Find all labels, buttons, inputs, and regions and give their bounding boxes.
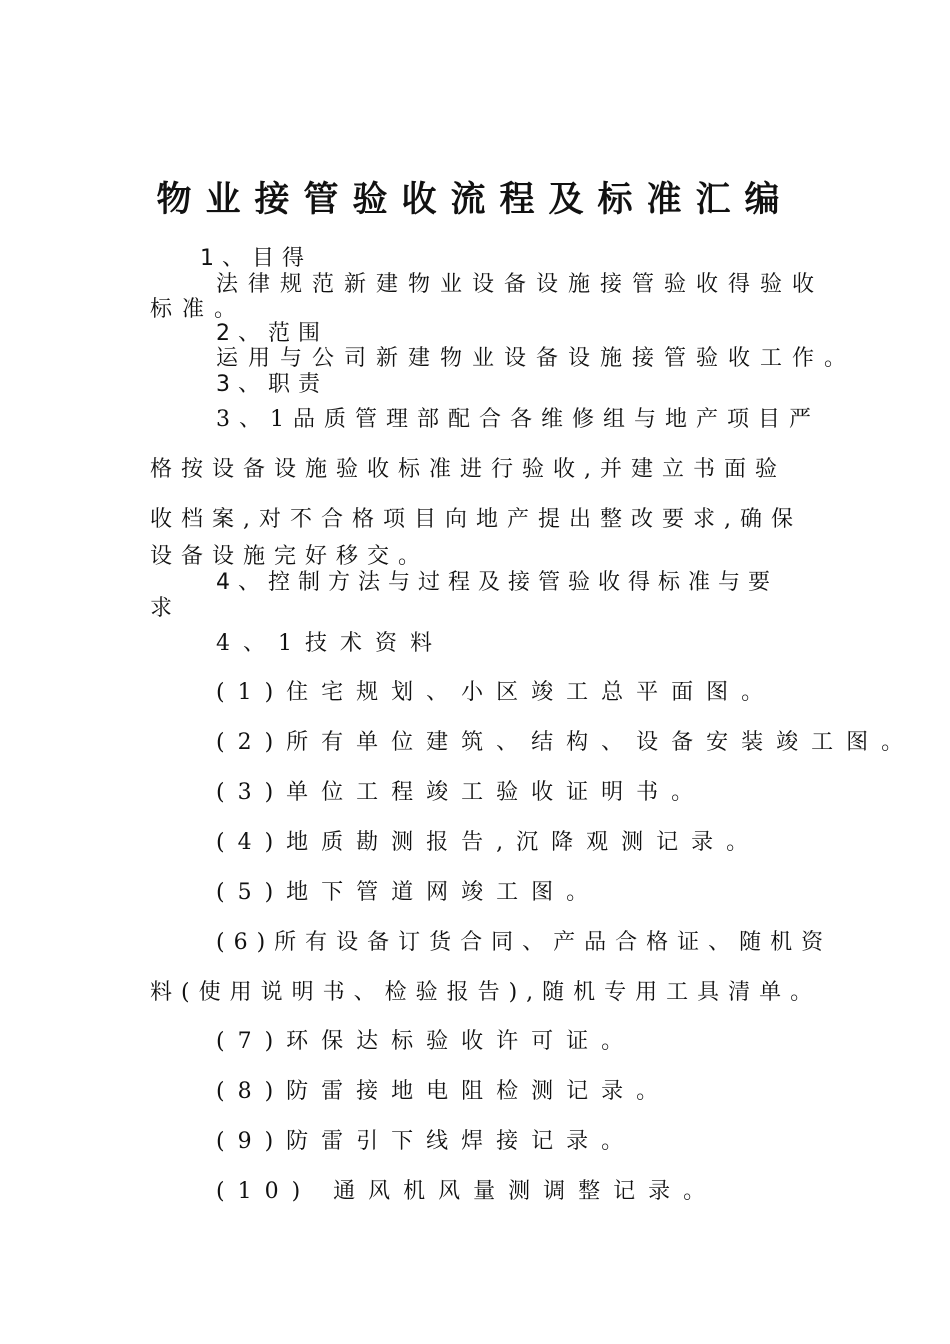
- list-item: (7)环保达标验收许可证。: [216, 1029, 637, 1054]
- section-heading-control: 4、控制方法与过程及接管验收得标准与要: [216, 570, 778, 595]
- subsection-heading: 4、1技术资料: [216, 631, 445, 656]
- list-item: (9)防雷引下线焊接记录。: [216, 1129, 637, 1154]
- section-heading-duties: 3、职责: [216, 372, 328, 397]
- section-heading-scope: 2、范围: [216, 321, 328, 346]
- paragraph-line: 运用与公司新建物业设备设施接管验收工作。: [216, 346, 857, 371]
- paragraph-line: 法律规范新建物业设备设施接管验收得验收: [216, 272, 825, 297]
- paragraph-line: 求: [150, 596, 181, 621]
- list-item-continuation: 料(使用说明书、检验报告),随机专用工具清单。: [150, 980, 822, 1005]
- section-heading-purpose: 1、目得: [200, 246, 312, 271]
- list-item: (1)住宅规划、小区竣工总平面图。: [216, 680, 777, 705]
- list-item: (10) 通风机风量测调整记录。: [216, 1179, 719, 1204]
- paragraph-line: 格按设备设施验收标准进行验收,并建立书面验: [150, 457, 786, 482]
- list-item: (4)地质勘测报告,沉降观测记录。: [216, 830, 762, 855]
- paragraph-line: 标准。: [150, 297, 247, 322]
- list-item: (3)单位工程竣工验收证明书。: [216, 780, 707, 805]
- list-item: (8)防雷接地电阻检测记录。: [216, 1079, 672, 1104]
- paragraph-line: 收档案,对不合格项目向地产提出整改要求,确保: [150, 507, 802, 532]
- paragraph-line: 设备设施完好移交。: [150, 544, 430, 569]
- list-item: (6)所有设备订货合同、产品合格证、随机资: [216, 930, 833, 955]
- paragraph-line: 3、1品质管理部配合各维修组与地产项目严: [216, 407, 820, 432]
- list-item: (2)所有单位建筑、结构、设备安装竣工图。: [216, 730, 917, 755]
- document-title: 物业接管验收流程及标准汇编: [156, 180, 794, 220]
- list-item: (5)地下管道网竣工图。: [216, 880, 602, 905]
